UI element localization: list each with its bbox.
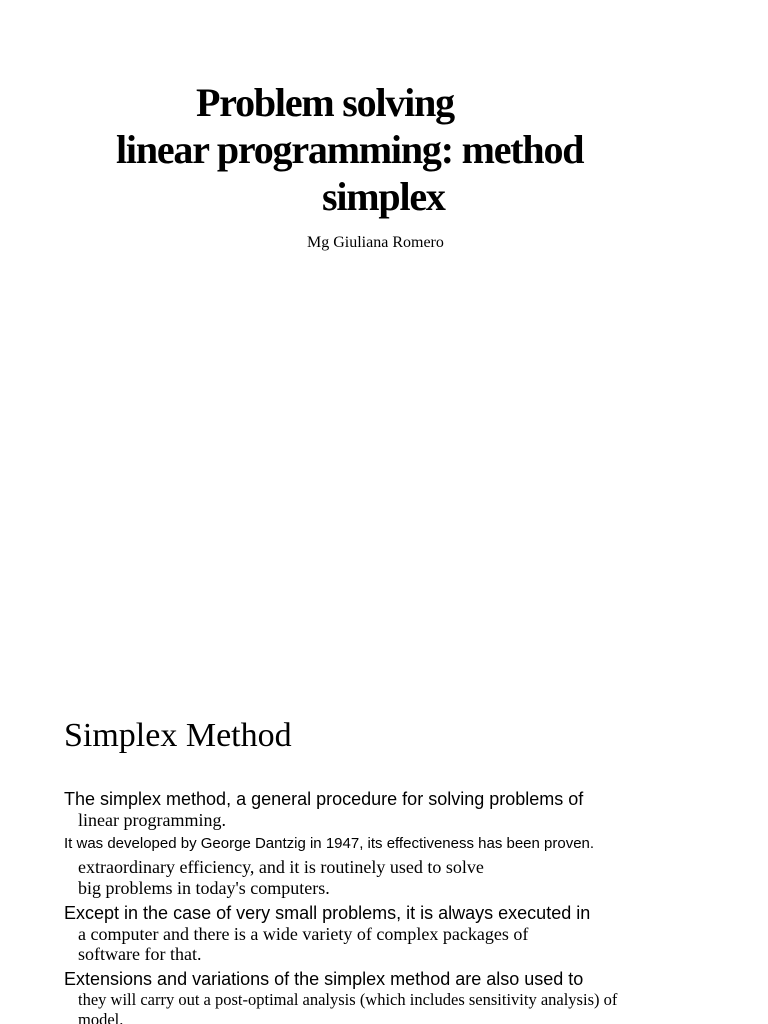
paragraph-1-line-1: The simplex method, a general procedure for solving problems of bbox=[64, 789, 584, 809]
paragraph-4-line-3: model. bbox=[78, 1010, 124, 1024]
paragraph-3-line-2: a computer and there is a wide variety of complex packages of bbox=[78, 924, 529, 944]
title-line-2: linear programming: method bbox=[116, 127, 584, 172]
paragraph-2-line-1: It was developed by George Dantzig in 1947, its effectiveness has been proven. bbox=[64, 835, 595, 852]
paragraph-2-line-3: big problems in today's computers. bbox=[78, 878, 330, 898]
paragraph-4-line-1: Extensions and variations of the simplex method are also used to bbox=[64, 969, 584, 989]
paragraph-3-line-3: software for that. bbox=[78, 944, 202, 964]
author-name: Mg Giuliana Romero bbox=[307, 234, 444, 251]
paragraph-3-line-1: Except in the case of very small problems, it is always executed in bbox=[64, 903, 591, 923]
paragraph-2-line-2: extraordinary efficiency, and it is routinely used to solve bbox=[78, 857, 484, 877]
section-heading: Simplex Method bbox=[64, 717, 292, 754]
title-line-1: Problem solving bbox=[196, 80, 454, 125]
paragraph-1-line-2: linear programming. bbox=[78, 810, 226, 830]
title-line-3: simplex bbox=[322, 174, 445, 219]
paragraph-4-line-2: they will carry out a post-optimal analysis (which includes sensitivity analysis) of bbox=[78, 990, 618, 1009]
